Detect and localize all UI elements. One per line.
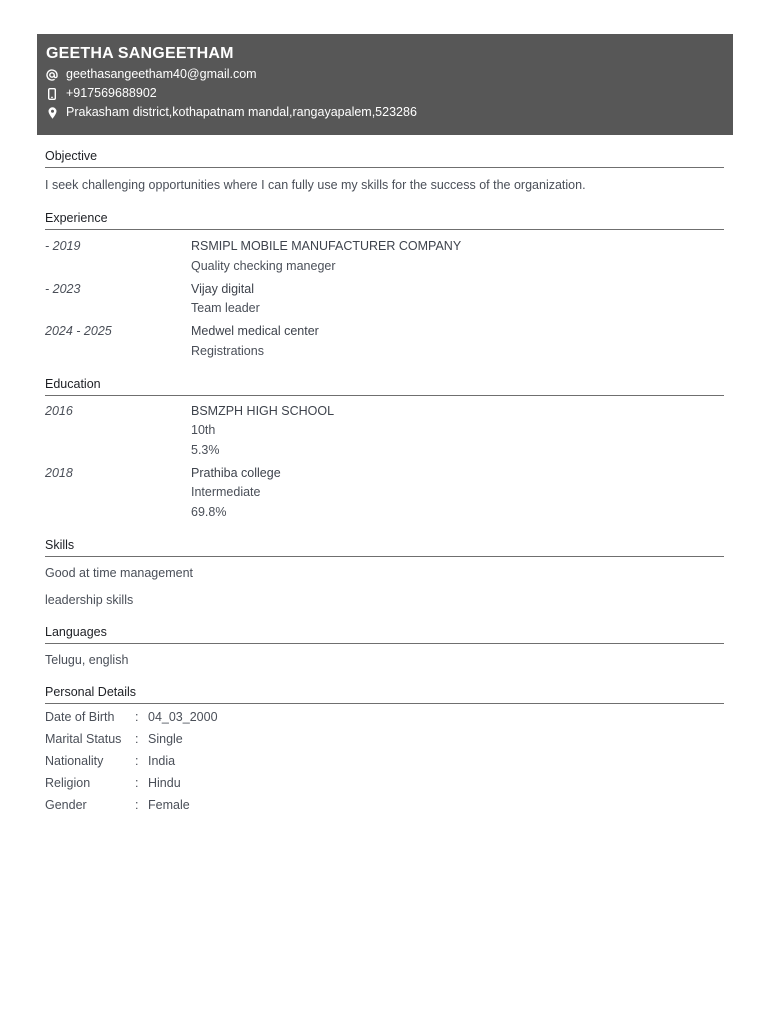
personal-detail-row: [45, 709, 724, 731]
skills-section: [45, 537, 724, 608]
entry-role: Team leader: [191, 301, 260, 315]
education-entry: [45, 465, 724, 520]
section-title-objective: Objective: [45, 148, 724, 168]
at-icon: [46, 69, 58, 81]
phone-row: [46, 84, 733, 103]
detail-label: Nationality: [45, 753, 104, 768]
email-text[interactable]: geethasangeetham40@gmail.com: [66, 67, 257, 81]
entry-organization: BSMZPH HIGH SCHOOL: [191, 403, 335, 418]
entry-body: [191, 323, 724, 359]
skill-item: Good at time management: [45, 565, 193, 580]
entry-organization: Vijay digital: [191, 281, 255, 296]
detail-separator: :: [135, 731, 139, 746]
detail-separator: :: [135, 709, 139, 724]
address-row: [46, 103, 733, 122]
phone-text[interactable]: +917569688902: [66, 86, 157, 100]
entry-organization: RSMIPL MOBILE MANUFACTURER COMPANY: [191, 239, 462, 253]
phone-icon: [46, 88, 58, 100]
entry-date: 2024 - 2025: [45, 324, 112, 338]
detail-value: Female: [148, 797, 190, 812]
resume-body: [45, 148, 724, 819]
detail-separator: :: [135, 797, 139, 812]
entry-body: [191, 403, 724, 458]
education-section: [45, 376, 724, 520]
entry-course: 10th: [191, 423, 216, 437]
entry-date: - 2023: [45, 281, 81, 296]
languages-section: [45, 624, 724, 668]
section-title-skills: Skills: [45, 537, 724, 557]
detail-label: Religion: [45, 775, 91, 790]
section-title-education: Education: [45, 376, 724, 396]
entry-role: Quality checking maneger: [191, 258, 336, 273]
entry-score: 5.3%: [191, 442, 220, 457]
personal-detail-row: [45, 753, 724, 775]
candidate-name: GEETHA SANGEETHAM: [46, 45, 234, 62]
objective-section: [45, 148, 724, 193]
entry-organization: Medwel medical center: [191, 324, 319, 338]
entry-date: 2018: [45, 465, 73, 480]
entry-date: - 2019: [45, 239, 81, 253]
detail-value: Single: [148, 731, 183, 746]
personal-details-table: [45, 709, 724, 819]
entry-score: 69.8%: [191, 504, 227, 519]
entry-course: Intermediate: [191, 485, 261, 499]
entry-date: 2016: [45, 403, 73, 418]
entry-role: Registrations: [191, 343, 264, 358]
location-pin-icon: [46, 107, 58, 119]
detail-separator: :: [135, 753, 139, 768]
address-text: Prakasham district,kothapatnam mandal,rangayapalem,523286: [66, 105, 417, 119]
section-title-experience: Experience: [45, 210, 724, 230]
objective-text: I seek challenging opportunities where I can fully use my skills for the success of the organization.: [45, 178, 586, 192]
personal-detail-row: [45, 731, 724, 753]
experience-entry: [45, 323, 724, 359]
personal-details-section: [45, 684, 724, 819]
skill-item: leadership skills: [45, 592, 134, 607]
detail-value: Hindu: [148, 775, 181, 790]
resume-header: [37, 34, 733, 135]
entry-body: [191, 238, 724, 274]
section-title-languages: Languages: [45, 624, 724, 644]
experience-entry: [45, 238, 724, 274]
experience-section: [45, 210, 724, 359]
detail-label: Gender: [45, 797, 87, 812]
personal-detail-row: [45, 797, 724, 819]
section-title-personal-details: Personal Details: [45, 684, 724, 704]
education-entry: [45, 403, 724, 458]
personal-detail-row: [45, 775, 724, 797]
detail-value: India: [148, 753, 176, 768]
detail-value: 04_03_2000: [148, 709, 218, 724]
experience-entry: [45, 281, 724, 317]
detail-label: Marital Status: [45, 731, 122, 746]
detail-label: Date of Birth: [45, 709, 115, 724]
entry-organization: Prathiba college: [191, 465, 281, 480]
email-row: [46, 65, 733, 84]
languages-text: Telugu, english: [45, 652, 129, 667]
entry-body: [191, 281, 724, 317]
entry-body: [191, 465, 724, 520]
detail-separator: :: [135, 775, 139, 790]
